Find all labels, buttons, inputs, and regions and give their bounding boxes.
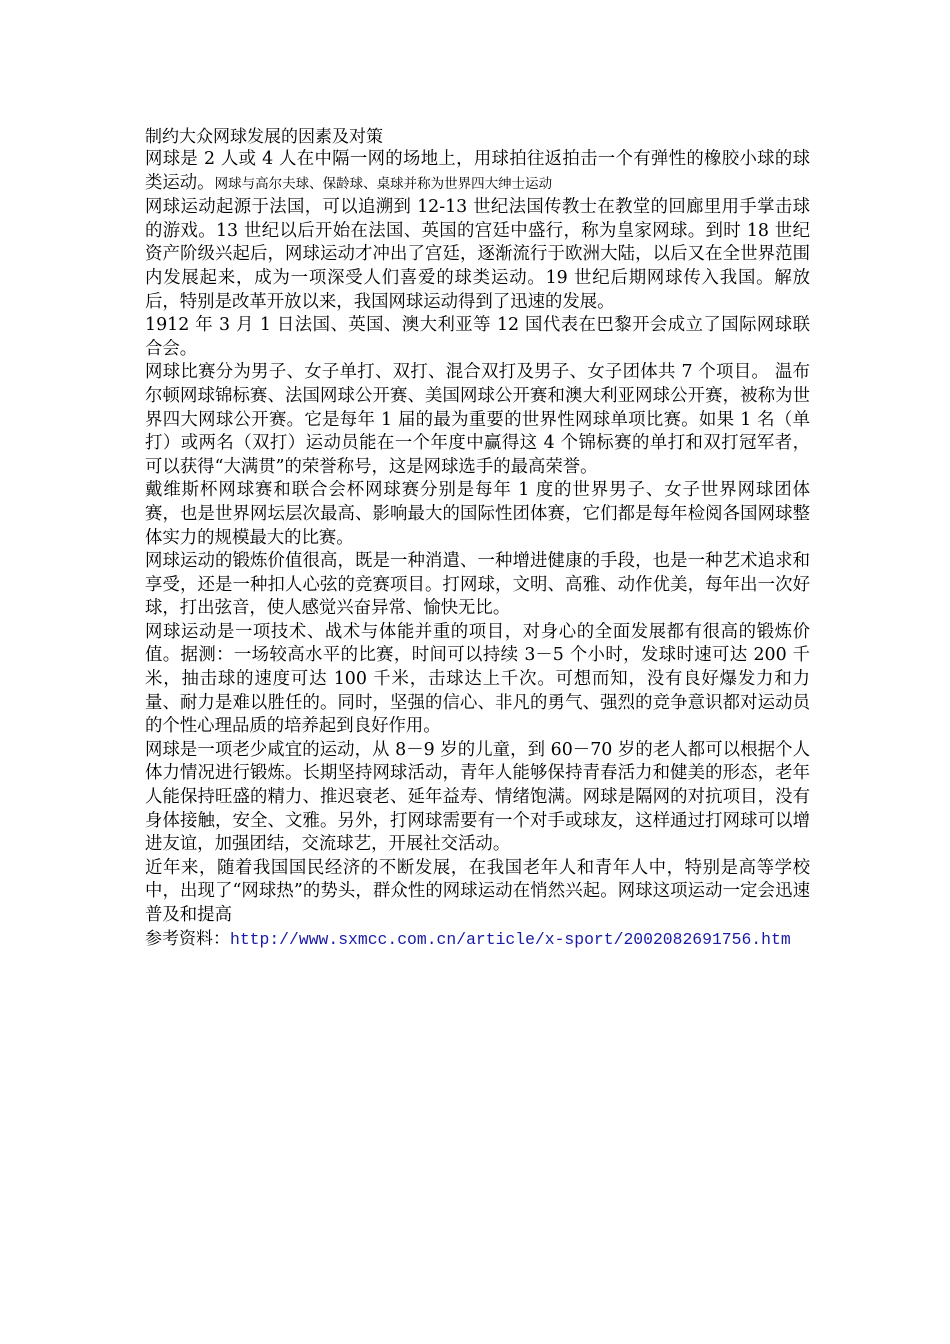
paragraph-definition [145, 148, 810, 196]
document-page [145, 126, 810, 951]
paragraph-origin: 网球运动起源于法国，可以追溯到 12-13 世纪法国传教士在教堂的回廊里用手掌击球的游戏。13 世纪以后开始在法国、英国的宫廷中盛行，称为皇家网球。到时 18 世纪资产阶级兴起后，网球运动才冲出了宫廷，逐渐流行于欧洲大陆，以后又在全世界范围内发展起来，成为一项深受人们喜爱的球类运动。19 世纪后期网球传入我国。解放后，特别是改革开放以来，我国网球运动得到了迅速的发展。 [145, 197, 810, 312]
paragraph-tennis-fever: 近年来，随着我国国民经济的不断发展，在我国老年人和青年人中，特别是高等学校中，出现了“网球热”的势头，群众性的网球运动在悄然兴起。网球这项运动一定会迅速普及和提高 [145, 857, 810, 925]
paragraph-team-cups: 戴维斯杯网球赛和联合会杯网球赛分别是每年 1 度的世界男子、女子世界网球团体赛，也是世界网坛层次最高、影响最大的国际性团体赛，它们都是每年检阅各国网球整体实力的规模最大的比赛。 [145, 480, 810, 548]
paragraph-definition-main: 网球是 2 人或 4 人在中隔一网的场地上，用球拍往返拍击一个有弹性的橡胶小球的球类运动。 [145, 149, 810, 193]
paragraph-physical-demands: 网球运动是一项技术、战术与体能并重的项目，对身心的全面发展都有很高的锻炼价值。据测：一场较高水平的比赛，时间可以持续 3－5 个小时，发球时速可达 200 千米，抽击球的速度可达 100 千米，击球达上千次。可想而知，没有良好爆发力和力量、耐力是难以胜任的。同时，坚强的信心、非凡的勇气、强烈的竞争意识都对运动员的个性心理品质的培养起到良好作用。 [145, 621, 810, 737]
paragraph-competitions: 网球比赛分为男子、女子单打、双打、混合双打及男子、女子团体共 7 个项目。 温布尔顿网球锦标赛、法国网球公开赛、美国网球公开赛和澳大利亚网球公开赛，被称为世界四大网球公开赛。它是每年 1 届的最为重要的世界性网球单项比赛。如果 1 名（单打）或两名（双打）运动员能在一个年度中赢得这 4 个锦标赛的单打和双打冠军者，可以获得“大满贯”的荣誉称号，这是网球选手的最高荣誉。 [145, 362, 810, 477]
reference-link[interactable]: http://www.sxmcc.com.cn/article/x-sport/2002082691756.htm [230, 929, 791, 949]
paragraph-exercise-value: 网球运动的锻炼价值很高，既是一种消遣、一种增进健康的手段，也是一种艺术追求和享受，还是一种扣人心弦的竞赛项目。打网球，文明、高雅、动作优美，每年出一次好球，打出弦音，使人感觉兴奋异常、愉快无比。 [145, 551, 810, 619]
paragraph-federation: 1912 年 3 月 1 日法国、英国、澳大利亚等 12 国代表在巴黎开会成立了国际网球联合会。 [145, 315, 810, 359]
reference-label: 参考资料： [145, 928, 230, 949]
paragraph-all-ages: 网球是一项老少咸宜的运动，从 8－9 岁的儿童，到 60－70 岁的老人都可以根据个人体力情况进行锻炼。长期坚持网球活动，青年人能够保持青春活力和健美的形态，老年人能保持旺盛的精力、推迟衰老、延年益寿、情绪饱满。网球是隔网的对抗项目，没有身体接触，安全、文雅。另外，打网球需要有一个对手或球友，这样通过打网球可以增进友谊，加强团结，交流球艺，开展社交活动。 [145, 739, 810, 855]
reference-line [145, 928, 810, 952]
paragraph-definition-note: 网球与高尔夫球、保龄球、桌球并称为世界四大绅士运动 [214, 175, 553, 192]
document-title: 制约大众网球发展的因素及对策 [145, 127, 383, 147]
